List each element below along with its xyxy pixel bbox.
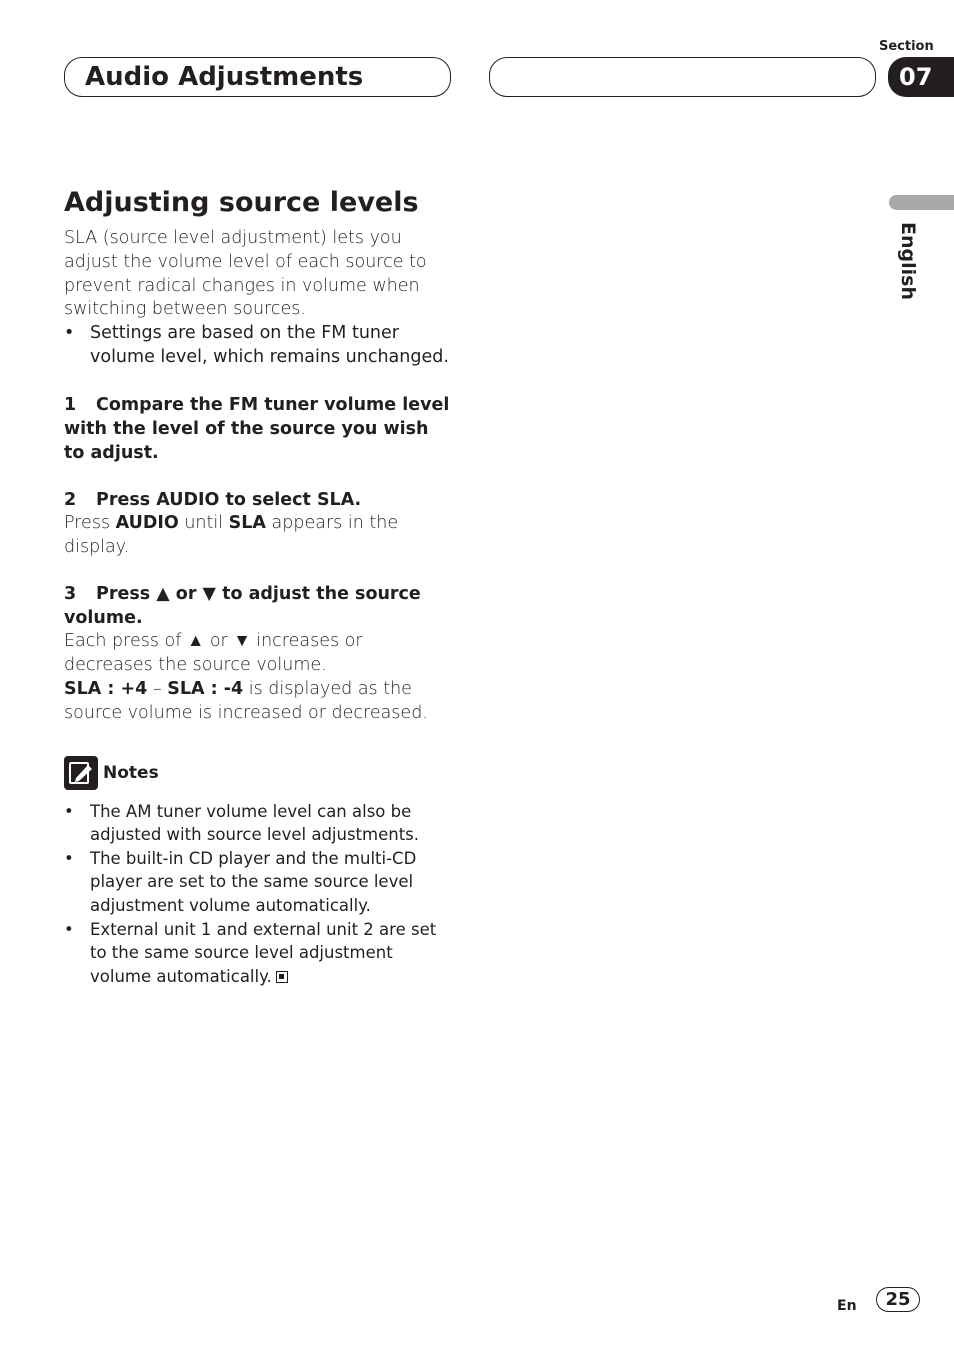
step-3-range — [64, 678, 454, 726]
notes-title: Notes — [103, 762, 159, 783]
section-label: Section — [879, 39, 934, 54]
end-mark-icon — [276, 971, 288, 983]
sla-minus-label: SLA : -4 — [167, 678, 244, 699]
footer-language-code: En — [837, 1298, 857, 1314]
step-3-number: 3 — [64, 584, 77, 605]
step-3-range-text: is displayed as the source volume is increased or decreased. — [64, 678, 428, 723]
step-1 — [64, 393, 454, 465]
main-content — [64, 186, 454, 988]
step-1-number: 1 — [64, 394, 77, 415]
range-dash: – — [147, 678, 168, 699]
notes-header — [64, 756, 454, 790]
step-2-number: 2 — [64, 489, 77, 510]
language-tab-bar — [889, 195, 954, 210]
intro-bullet: • Settings are based on the FM tuner volume level, which remains unchanged. — [64, 322, 454, 370]
note-item: • The built-in CD player and the multi-CD player are set to the same source level adjustment volume automatically. — [64, 847, 454, 918]
chapter-header — [64, 57, 451, 97]
step-2-body — [64, 512, 454, 560]
note-item: • The AM tuner volume level can also be adjusted with source level adjustments. — [64, 800, 454, 847]
step-2-body-part: appears in the display. — [64, 512, 399, 557]
step-3-body: Each press of ▲ or ▼ increases or decreases the source volume. — [64, 631, 363, 676]
step-1-text: Compare the FM tuner volume level with the level of the source you wish to adjust. — [64, 394, 450, 463]
page-heading: Adjusting source levels — [64, 187, 419, 218]
header-blank-box — [489, 57, 876, 97]
section-number: 07 — [888, 57, 954, 97]
step-2 — [64, 488, 454, 512]
step-3-text: Press ▲ or ▼ to adjust the source volume. — [64, 584, 421, 629]
pencil-icon — [64, 756, 98, 790]
audio-key-label: AUDIO — [115, 512, 179, 533]
intro-paragraph: SLA (source level adjustment) lets you adjust the volume level of each source to prevent radical changes in volume when switching between sources. — [64, 228, 427, 320]
sla-plus-label: SLA : +4 — [64, 678, 148, 699]
chapter-title: Audio Adjustments — [85, 62, 364, 92]
step-3 — [64, 582, 454, 630]
page-number: 25 — [876, 1287, 920, 1312]
language-tab-label: English — [897, 222, 919, 300]
sla-label: SLA — [228, 512, 266, 533]
note-item — [64, 918, 454, 989]
note-item-text: External unit 1 and external unit 2 are set to the same source level adjustment volume automatically. — [90, 919, 437, 986]
step-2-text: Press AUDIO to select SLA. — [96, 489, 362, 510]
step-2-body-part: Press — [64, 512, 116, 533]
step-2-body-part: until — [178, 512, 229, 533]
